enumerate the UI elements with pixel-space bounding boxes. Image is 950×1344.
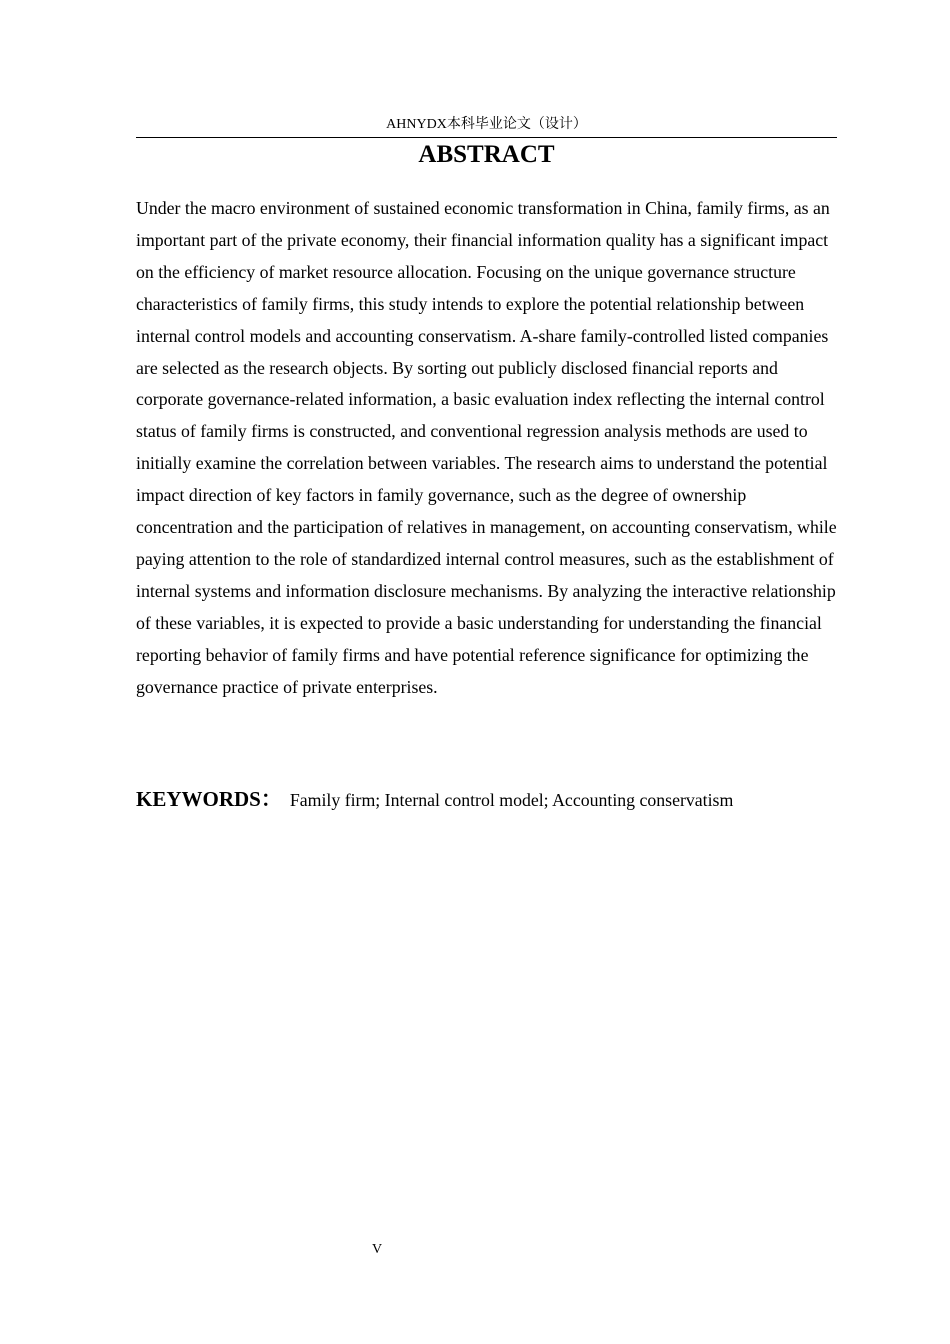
keywords-text: Family firm; Internal control model; Accounting conservatism [289, 790, 734, 810]
running-header: AHNYDX本科毕业论文（设计） [386, 117, 587, 132]
keywords-colon: ： [260, 787, 282, 811]
page-number: V [371, 1242, 383, 1257]
abstract-title: ABSTRACT [418, 141, 555, 168]
keywords-line [136, 783, 837, 813]
header-rule [136, 137, 837, 138]
abstract-body: Under the macro environment of sustained economic transformation in China, family firms, as an important part of the private economy, their financial information quality has a significant impact on the efficiency of market resource allocation. Focusing on the unique governance structure characteristics of family firms, this study intends to explore the potential relationship between internal control models and accounting conservatism. A-share family-controlled listed companies are selected as the research objects. By sorting out publicly disclosed financial reports and corporate governance-related information, a basic evaluation index reflecting the internal control status of family firms is constructed, and conventional regression analysis methods are used to initially examine the correlation between variables. The research aims to understand the potential impact direction of key factors in family governance, such as the degree of ownership concentration and the participation of relatives in management, on accounting conservatism, while paying attention to the role of standardized internal control measures, such as the establishment of internal systems and information disclosure mechanisms. By analyzing the interactive relationship of these variables, it is expected to provide a basic understanding for understanding the financial reporting behavior of family firms and have potential reference significance for optimizing the governance practice of private enterprises. [136, 198, 837, 697]
keywords-label: KEYWORDS [136, 787, 261, 811]
